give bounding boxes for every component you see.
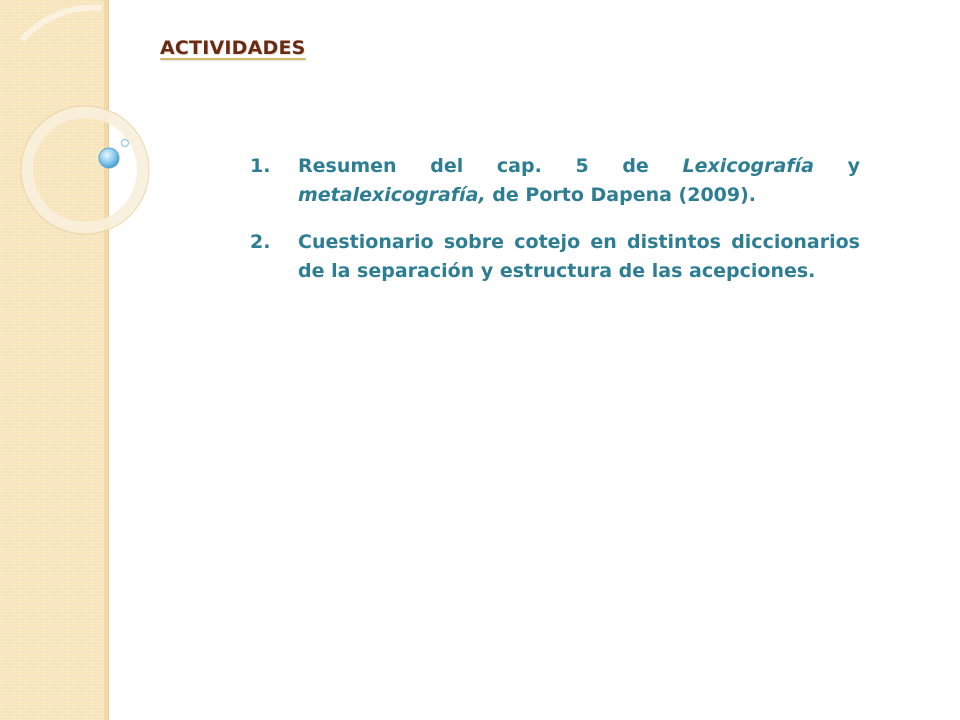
side-panel	[0, 0, 104, 720]
item-number: 2.	[250, 231, 271, 253]
book-title-part: Lexicografía	[682, 155, 814, 177]
item-text: Cuestionario sobre cotejo en distintos diccionarios de la separación y estructura de las acepciones.	[298, 231, 860, 282]
slide-title: ACTIVIDADES	[160, 37, 306, 59]
item-text-part: de Porto Dapena (2009).	[485, 184, 757, 206]
side-divider	[108, 0, 109, 720]
item-text-part: y	[813, 155, 860, 177]
item-text-part: Resumen del cap. 5 de	[298, 155, 683, 177]
activities-list	[250, 152, 860, 304]
book-title-part: metalexicografía,	[298, 184, 486, 206]
small-ring-icon	[122, 140, 129, 147]
item-number: 1.	[250, 155, 271, 177]
list-item	[250, 228, 860, 286]
item-text	[298, 155, 860, 206]
list-item	[250, 152, 860, 210]
